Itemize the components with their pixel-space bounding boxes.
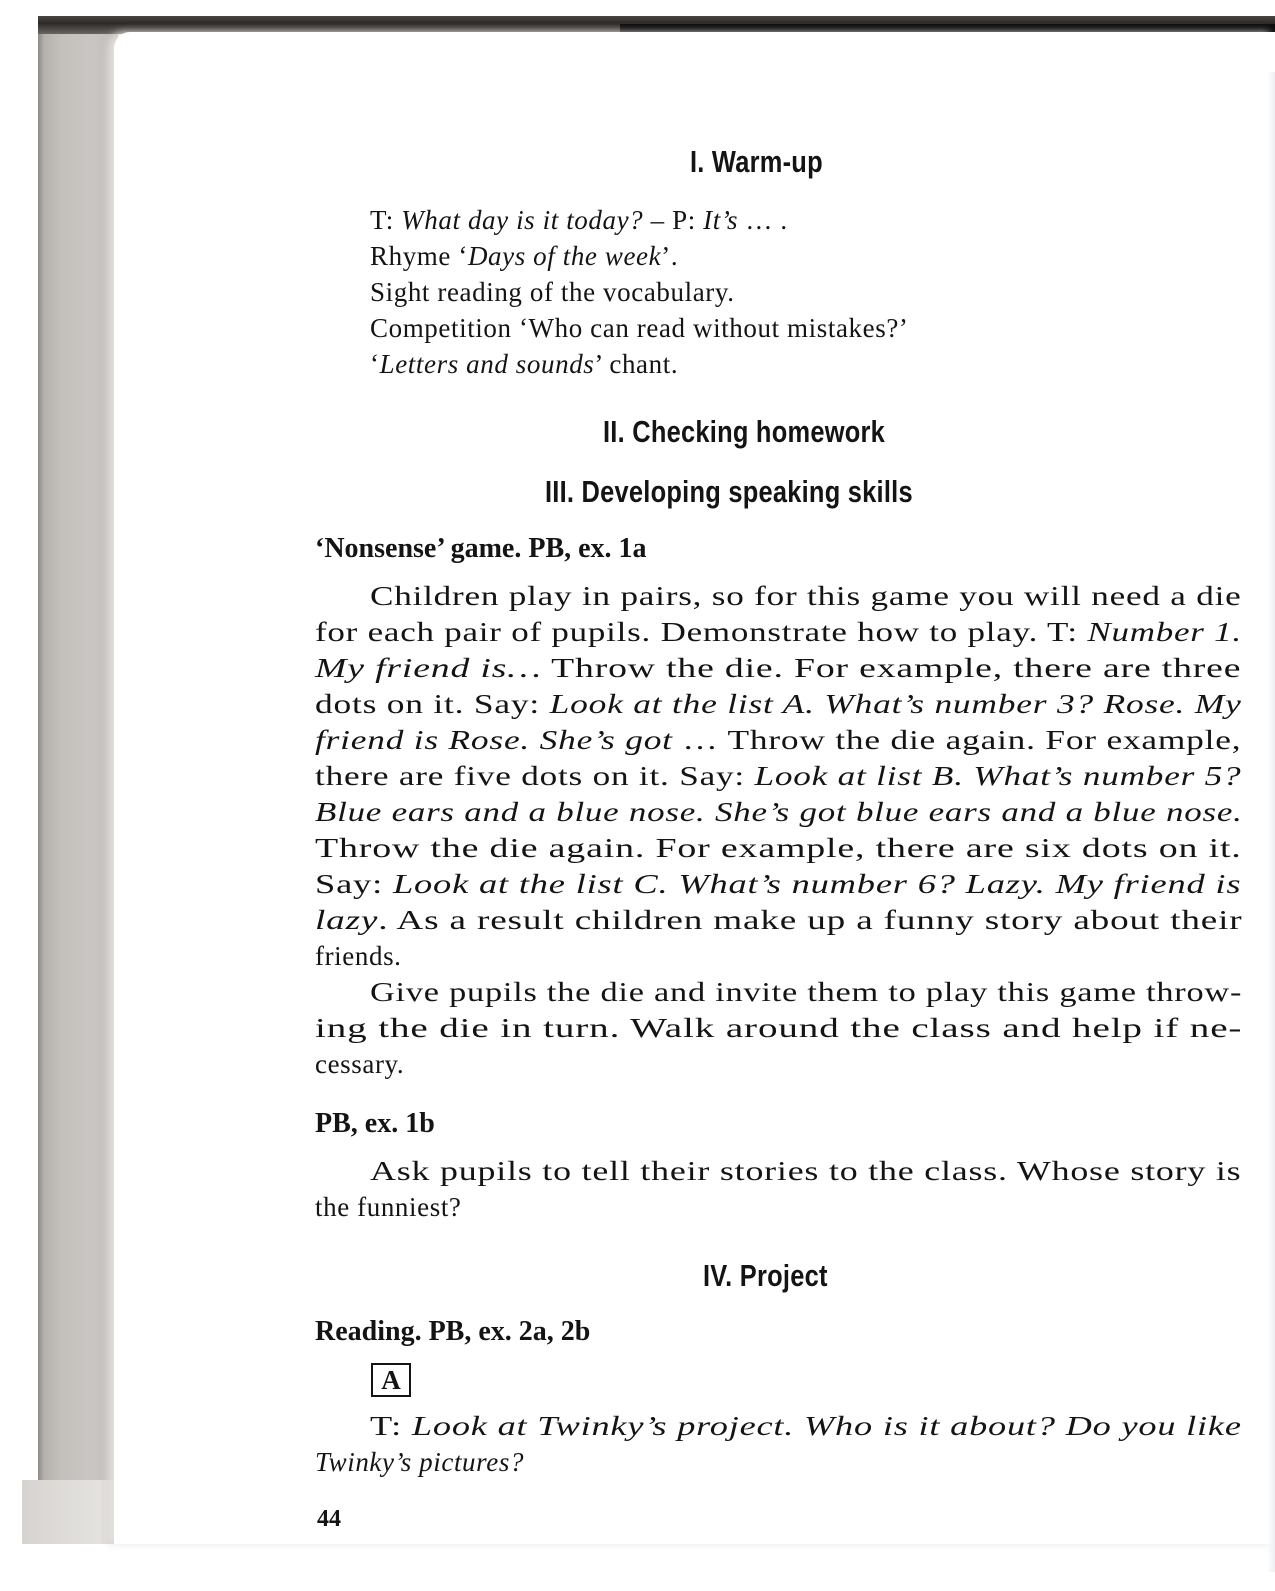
heading-checking-homework: II. Checking homework bbox=[603, 414, 886, 449]
text: for each pair of pupils. Demonstrate how to play. T: bbox=[315, 617, 1088, 647]
para1-line-8 bbox=[315, 833, 1242, 864]
text: Ask pupils to tell their stories to the class. Whose story is bbox=[370, 1156, 1242, 1186]
text: Rhyme ‘ bbox=[370, 241, 468, 271]
italic-text: lazy bbox=[315, 905, 379, 935]
para1-line-11 bbox=[315, 941, 402, 972]
text: cessary. bbox=[315, 1049, 405, 1079]
warmup-line-5 bbox=[370, 349, 678, 380]
italic-text: Blue ears and a blue nose. She’s got blue ears and a blue nose. bbox=[315, 797, 1243, 827]
italic-text: Look at the list C. What’s number 6? Lazy. My friend is bbox=[392, 869, 1242, 899]
text: there are five dots on it. Say: bbox=[315, 761, 755, 791]
warmup-line-3 bbox=[370, 277, 735, 308]
text: friends. bbox=[315, 941, 402, 971]
text: the funniest? bbox=[315, 1192, 462, 1222]
heading-warm-up: I. Warm-up bbox=[690, 144, 823, 179]
text: Say: bbox=[315, 869, 393, 899]
project-line-1 bbox=[370, 1411, 1242, 1442]
text: dots on it. Say: bbox=[315, 689, 550, 719]
text: T: bbox=[370, 1411, 412, 1441]
para1-line-2 bbox=[315, 617, 1242, 648]
text: ing the die in turn. Walk around the class and help if ne- bbox=[315, 1013, 1243, 1043]
text: Give pupils the die and invite them to play this game throw- bbox=[370, 977, 1243, 1007]
page-number: 44 bbox=[317, 1506, 341, 1532]
italic-text: Days of the week bbox=[467, 241, 662, 271]
para1-line-7 bbox=[315, 797, 1243, 828]
italic-text: Twinky’s pictures? bbox=[315, 1447, 525, 1477]
para1-line-6 bbox=[315, 761, 1241, 792]
subheading-reading: Reading. PB, ex. 2a, 2b bbox=[315, 1316, 591, 1347]
heading-project: IV. Project bbox=[703, 1258, 828, 1293]
text: ’ chant. bbox=[594, 349, 679, 379]
project-line-2 bbox=[315, 1447, 524, 1478]
italic-text: My friend is… bbox=[315, 653, 542, 683]
subheading-pb-ex-1b: PB, ex. 1b bbox=[315, 1108, 435, 1139]
para1-line-9 bbox=[315, 869, 1241, 900]
section-a-box-label: A bbox=[371, 1363, 411, 1397]
italic-text: friend is Rose. She’s got bbox=[315, 725, 673, 755]
para3-line-1 bbox=[370, 1156, 1241, 1187]
text: Competition ‘Who can read without mistakes?’ bbox=[370, 313, 909, 343]
warmup-line-2 bbox=[370, 241, 678, 272]
italic-text: Look at the list A. What’s number 3? Rose. My bbox=[549, 689, 1242, 719]
italic-text: What day is it today? bbox=[401, 205, 644, 235]
warmup-line-1 bbox=[370, 205, 788, 236]
para2-line-2 bbox=[315, 1013, 1242, 1044]
text: Throw the die. For example, there are three bbox=[541, 653, 1242, 683]
text: – P: bbox=[643, 205, 704, 235]
subheading-nonsense-game: ‘Nonsense’ game. PB, ex. 1a bbox=[315, 533, 647, 564]
heading-developing-speaking-skills: III. Developing speaking skills bbox=[545, 474, 913, 509]
text: … Throw the die again. For example, bbox=[672, 725, 1242, 755]
italic-text: Number 1. bbox=[1087, 617, 1242, 647]
italic-text: It’s bbox=[703, 205, 739, 235]
text: ‘ bbox=[370, 349, 380, 379]
warmup-line-4 bbox=[370, 313, 909, 344]
italic-text: Look at list B. What’s number 5? bbox=[754, 761, 1242, 791]
para1-line-3 bbox=[315, 653, 1241, 684]
para1-line-10 bbox=[315, 905, 1243, 936]
text: … . bbox=[738, 205, 788, 235]
para1-line-5 bbox=[315, 725, 1241, 756]
text: Children play in pairs, so for this game you will need a die bbox=[370, 581, 1242, 611]
para2-line-1 bbox=[370, 977, 1242, 1008]
para2-line-3 bbox=[315, 1049, 404, 1080]
text: Throw the die again. For example, there are six dots on it. bbox=[315, 833, 1242, 863]
italic-text: Look at Twinky’s project. Who is it about? Do you like bbox=[411, 1411, 1242, 1441]
text: ’. bbox=[661, 241, 679, 271]
para3-line-2 bbox=[315, 1192, 462, 1223]
text: . As a result children make up a funny story about their bbox=[378, 905, 1243, 935]
text: Sight reading of the vocabulary. bbox=[370, 277, 735, 307]
text: T: bbox=[370, 205, 402, 235]
para1-line-1 bbox=[370, 581, 1242, 612]
italic-text: Letters and sounds bbox=[379, 349, 595, 379]
para1-line-4 bbox=[315, 689, 1242, 720]
